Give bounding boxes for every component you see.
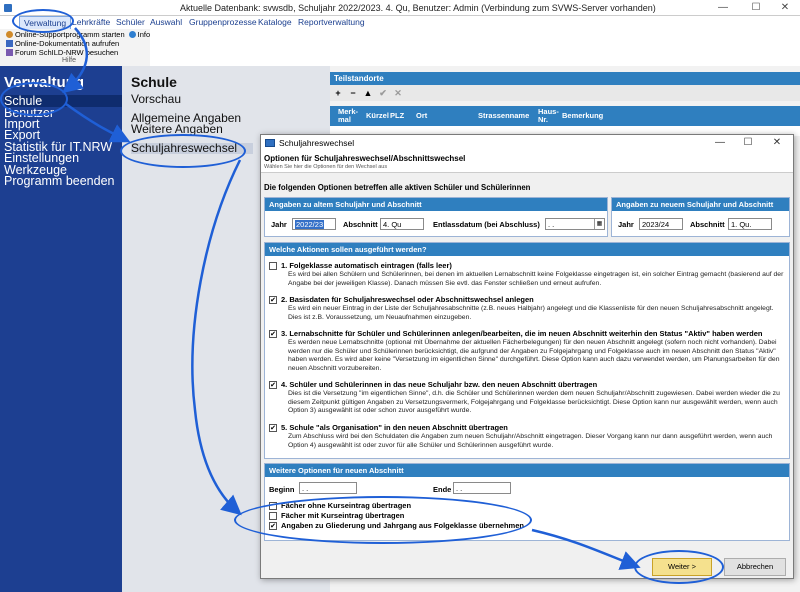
old-jahr-value: 2022/23 — [296, 220, 324, 229]
action-4-desc: Dies ist die Versetzung "im eigentlichen Sinne", d.h. die Schüler und Schülerinnen werden dem neuen Schuljahr/Abschnitt zugewiesen. Dabei werden wieder die zu diesem Zeitpunkt gültigen Angaben zu Versetzungsvermerk, Folgejahrgang und Folgeklasse berücksichtigt. Diese Option kann nur ausgewählt werden, wenn auch Option 3) ausgewählt ist oder schon zuvor ausgeführt wurde. — [288, 390, 780, 415]
further-3-checkbox[interactable]: ✔ — [270, 523, 276, 530]
abbrechen-button[interactable]: Abbrechen — [724, 558, 786, 576]
left-nav-item-statistik[interactable]: Statistik für IT.NRW — [4, 140, 113, 154]
old-abschnitt-field[interactable]: 4. Qu — [380, 218, 424, 230]
further-1-label: Fächer ohne Kurseintrag übertragen — [281, 501, 412, 510]
dialog-maximize-button[interactable]: ☐ — [743, 137, 753, 148]
col-merkmal[interactable]: Merk-mal — [338, 107, 359, 124]
action-2-desc: Es wird ein neuer Eintrag in der Liste der Schuljahresabschnitte (z.B. neues Halbjahr) angelegt und die Klassenliste für den neuen Schuljahresabschnitt angelegt. Dies ist z.B. Voraussetzung, um Neuaufnahmen einzugeben. — [288, 305, 774, 321]
col-bemerkung[interactable]: Bemerkung — [562, 111, 604, 120]
further-options-header: Weitere Optionen für neuen Abschnitt — [265, 464, 789, 477]
further-2-label: Fächer mit Kurseintrag übertragen — [281, 511, 405, 520]
help-item-info-label[interactable]: Info — [137, 30, 151, 39]
new-abschnitt-field[interactable]: 1. Qu. — [728, 218, 772, 230]
col-ort[interactable]: Ort — [416, 111, 428, 120]
mid-nav-item-allgemeine-angaben[interactable]: Allgemeine Angaben — [131, 111, 242, 125]
menu-schueler[interactable]: Schüler — [116, 17, 145, 27]
left-nav-item-import[interactable]: Import — [4, 117, 40, 131]
remove-button[interactable]: − — [350, 88, 356, 98]
mid-nav-heading: Schule — [131, 74, 177, 90]
col-plz[interactable]: PLZ — [390, 111, 405, 120]
action-4-title: 4. Schüler und Schülerinnen in das neue Schuljahr bzw. den neuen Abschnitt übertragen — [281, 380, 598, 389]
old-abschnitt-label: Abschnitt — [343, 220, 378, 229]
action-5-desc: Zum Abschluss wird bei den Schuldaten die Angaben zum neuen Schuljahr/Abschnitt eingetragen. Dieser Vorgang kann nur dann ausgeführt werden, wenn auch Option 4) ausgewählt ist oder zuvor für alle Schüler und Schülerinnen ausgeführt wurde. — [288, 433, 773, 449]
action-3-desc: Es werden neue Lernabschnitte (optional mit Übernahme der aktuellen Fächerbelegungen) für den neuen Abschnitt angelegt (sofern noch nicht vorhanden). Dabei werden nur die Schüler und Schülerinnen berücksichtigt, die aufgrund der Angaben zu Folgejahrgang und Folgeklasse auch im neuen Abschnitt den Status "Aktiv" haben werden. Es wird aber keine "Versetzung im eigentlichen Sinne" durchgeführt. Diese Option kann auch dazu verwendet werden, um Planungsarbeiten für den neuen Abschnitt vorzubereiten. — [288, 339, 780, 372]
arrow-verwaltung-to-schule — [66, 28, 87, 90]
mid-nav-item-weitere-angaben[interactable]: Weitere Angaben — [131, 122, 223, 136]
calendar-icon[interactable]: ▦ — [594, 219, 604, 229]
action-3-checkbox[interactable]: ✔ — [270, 331, 276, 338]
dialog-close-button[interactable]: ✕ — [772, 137, 782, 148]
arrow-schule-to-schuljahreswechsel — [66, 104, 126, 140]
confirm-button[interactable]: ✔ — [379, 88, 387, 98]
ende-field[interactable]: . . — [453, 482, 511, 494]
action-1-title: 1. Folgeklasse automatisch eintragen (falls leer) — [281, 261, 452, 270]
action-5-title: 5. Schule "als Organisation" in den neuen Abschnitt übertragen — [281, 423, 508, 432]
menu-lehrkraefte[interactable]: Lehrkräfte — [72, 17, 111, 27]
col-hausnr[interactable]: Haus-Nr. — [538, 107, 559, 124]
col-kuerzel[interactable]: Kürzel — [366, 111, 389, 120]
menu-auswahl[interactable]: Auswahl — [150, 17, 183, 27]
left-nav-item-benutzer[interactable]: Benutzer — [4, 106, 55, 120]
action-4-checkbox[interactable]: ✔ — [270, 382, 276, 389]
dialog-minimize-button[interactable]: — — [715, 137, 725, 148]
entlassdatum-value: . . — [548, 220, 555, 229]
old-jahr-label: Jahr — [271, 220, 287, 229]
help-group-label: Hilfe — [62, 57, 77, 64]
cancel-edit-button[interactable]: ✕ — [394, 88, 402, 98]
menu-verwaltung[interactable]: Verwaltung — [19, 16, 71, 30]
menu-kataloge[interactable]: Kataloge — [258, 17, 292, 27]
maximize-button[interactable]: ☐ — [751, 2, 761, 13]
close-button[interactable]: ✕ — [780, 2, 790, 13]
left-nav-item-werkzeuge[interactable]: Werkzeuge — [4, 163, 67, 177]
left-nav-item-einstellungen[interactable]: Einstellungen — [4, 151, 80, 165]
action-2-checkbox[interactable]: ✔ — [270, 297, 276, 304]
menu-gruppenprozesse[interactable]: Gruppenprozesse — [189, 17, 257, 27]
left-nav-heading: Verwaltung — [4, 74, 85, 91]
arrow-to-weiter-button — [532, 530, 636, 566]
left-nav-item-export[interactable]: Export — [4, 128, 41, 142]
help-item-support-label: Online-Supportprogramm starten — [15, 30, 125, 39]
left-nav-item-schule[interactable]: Schule — [4, 95, 122, 107]
actions-group-header: Welche Aktionen sollen ausgeführt werden? — [265, 243, 789, 256]
old-year-group-header: Angaben zu altem Schuljahr und Abschnitt — [265, 198, 607, 211]
dialog-window-title: Schuljahreswechsel — [279, 138, 355, 148]
further-3-label: Angaben zu Gliederung und Jahrgang aus Folgeklasse übernehmen — [281, 521, 524, 530]
dialog-heading: Optionen für Schuljahreswechsel/Abschnittswechsel — [264, 154, 466, 163]
mid-nav-item-vorschau[interactable]: Vorschau — [131, 92, 182, 106]
entlassdatum-label: Entlassdatum (bei Abschluss) — [433, 220, 540, 229]
action-5-checkbox[interactable]: ✔ — [270, 425, 276, 432]
beginn-field[interactable]: . . — [299, 482, 357, 494]
new-jahr-label: Jahr — [618, 220, 634, 229]
dialog-subheading: Wählen Sie hier die Optionen für den Wechsel aus — [264, 164, 388, 170]
window-title: Aktuelle Datenbank: svwsdb, Schuljahr 2022/2023. 4. Qu, Benutzer: Admin (Verbindung zum SVWS-Server vorhanden) — [180, 3, 656, 13]
help-item-forum-label: Forum SchILD-NRW besuchen — [15, 48, 119, 57]
menu-reportverwaltung[interactable]: Reportverwaltung — [298, 17, 365, 27]
ende-label: Ende — [433, 485, 452, 494]
help-item-docs-label: Online-Dokumentation aufrufen — [15, 39, 120, 48]
action-1-desc: Es wird bei allen Schülern und Schülerinnen, bei denen im aktuellen Lernabschnitt keine Folgeklasse eingetragen ist, ein solcher Eintrag gemacht (basierend auf der Angabe bei der jeweiligen Klasse). Danach müssen Sie evtl. das Fenster schließen und erneut aufrufen. — [288, 271, 784, 287]
move-up-button[interactable]: ▲ — [363, 88, 373, 98]
left-nav-item-programm-beenden[interactable]: Programm beenden — [4, 174, 115, 188]
arrow-to-further-options — [192, 160, 240, 512]
action-3-title: 3. Lernabschnitte für Schüler und Schülerinnen anlegen/bearbeiten, die im neuen Abschnitt weiterhin den Status "Aktiv" haben werden — [281, 329, 763, 338]
new-year-group-header: Angaben zu neuem Schuljahr und Abschnitt — [612, 198, 789, 211]
minimize-button[interactable]: — — [718, 2, 728, 13]
weiter-button[interactable]: Weiter > — [652, 558, 712, 576]
new-jahr-field[interactable]: 2023/24 — [639, 218, 683, 230]
teilstandorte-header: Teilstandorte — [330, 72, 800, 85]
new-abschnitt-label: Abschnitt — [690, 220, 725, 229]
dialog-intro: Die folgenden Optionen betreffen alle aktiven Schüler und Schülerinnen — [264, 183, 531, 192]
beginn-label: Beginn — [269, 485, 295, 494]
add-button[interactable]: + — [335, 88, 341, 98]
action-2-title: 2. Basisdaten für Schuljahreswechsel oder Abschnittswechsel anlegen — [281, 295, 534, 304]
mid-nav-item-schuljahreswechsel[interactable]: Schuljahreswechsel — [131, 143, 253, 154]
col-strassenname[interactable]: Strassenname — [478, 111, 530, 120]
